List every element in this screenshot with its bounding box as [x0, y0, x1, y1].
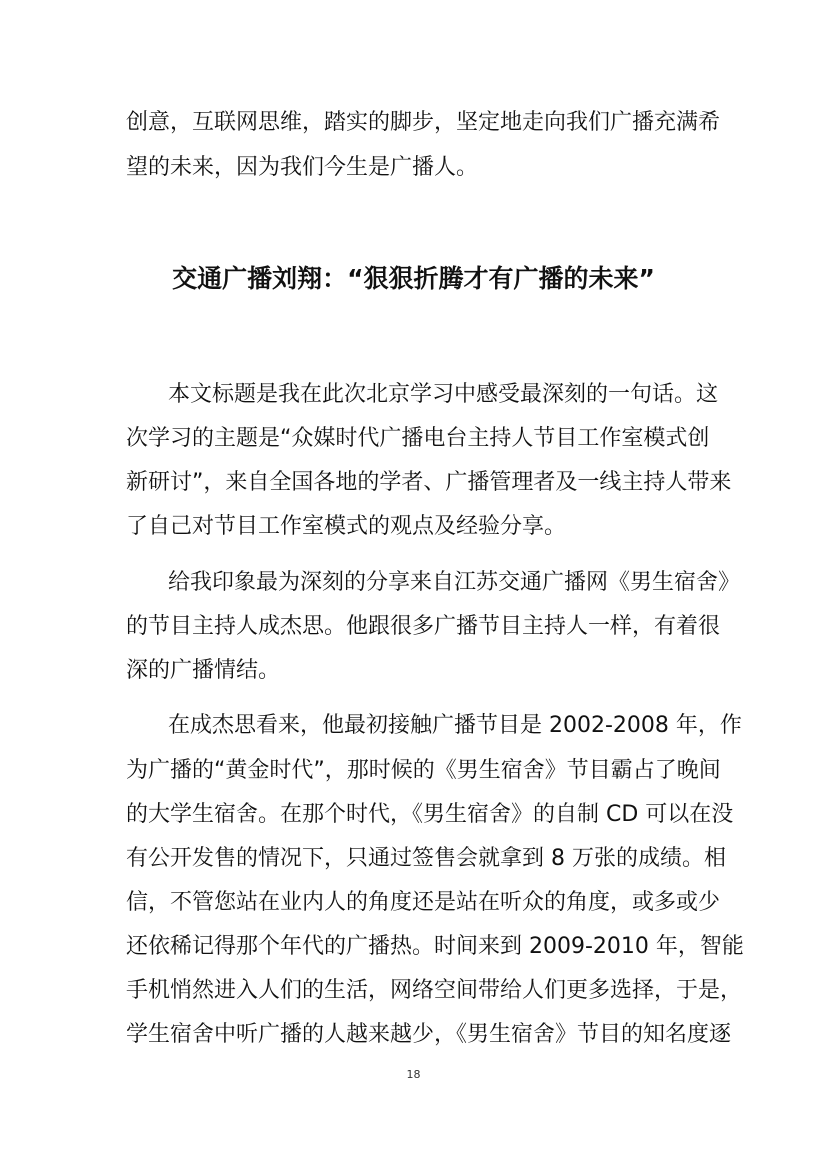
- section-heading: 交通广播刘翔：“狠狠折腾才有广播的未来”: [172, 264, 655, 293]
- text-line: 在成杰思看来，他最初接触广播节目是 2002-2008 年，作: [168, 713, 742, 738]
- text-line: 还依稀记得那个年代的广播热。时间来到 2009-2010 年，智能: [126, 934, 744, 959]
- text-line: 深的广播情结。: [126, 658, 281, 683]
- text-line: 望的未来，因为我们今生是广播人。: [126, 155, 479, 180]
- text-line: 有公开发售的情况下，只通过签售会就拿到 8 万张的成绩。相: [126, 846, 726, 871]
- text-line: 的节目主持人成杰思。他跟很多广播节目主持人一样，有着很: [126, 614, 721, 639]
- text-line: 了自己对节目工作室模式的观点及经验分享。: [126, 514, 567, 539]
- text-line: 本文标题是我在此次北京学习中感受最深刻的一句话。这: [168, 382, 719, 407]
- text-line: 创意，互联网思维，踏实的脚步，坚定地走向我们广播充满希: [126, 110, 721, 135]
- text-line: 学生宿舍中听广播的人越来越少，《男生宿舍》节目的知名度逐: [126, 1022, 732, 1047]
- text-line: 的大学生宿舍。在那个时代，《男生宿舍》的自制 CD 可以在没: [126, 802, 734, 827]
- text-line: 手机悄然进入人们的生活，网络空间带给人们更多选择，于是，: [126, 978, 743, 1003]
- text-line: 为广播的“黄金时代”，那时候的《男生宿舍》节目霸占了晚间: [126, 758, 721, 783]
- text-line: 给我印象最为深刻的分享来自江苏交通广播网《男生宿舍》: [168, 570, 741, 595]
- page-number: 18: [406, 1068, 421, 1081]
- text-line: 新研讨”，来自全国各地的学者、广播管理者及一线主持人带来: [126, 470, 732, 495]
- text-line: 信，不管您站在业内人的角度还是站在听众的角度，或多或少: [126, 890, 721, 915]
- text-line: 次学习的主题是“众媒时代广播电台主持人节目工作室模式创: [126, 426, 710, 451]
